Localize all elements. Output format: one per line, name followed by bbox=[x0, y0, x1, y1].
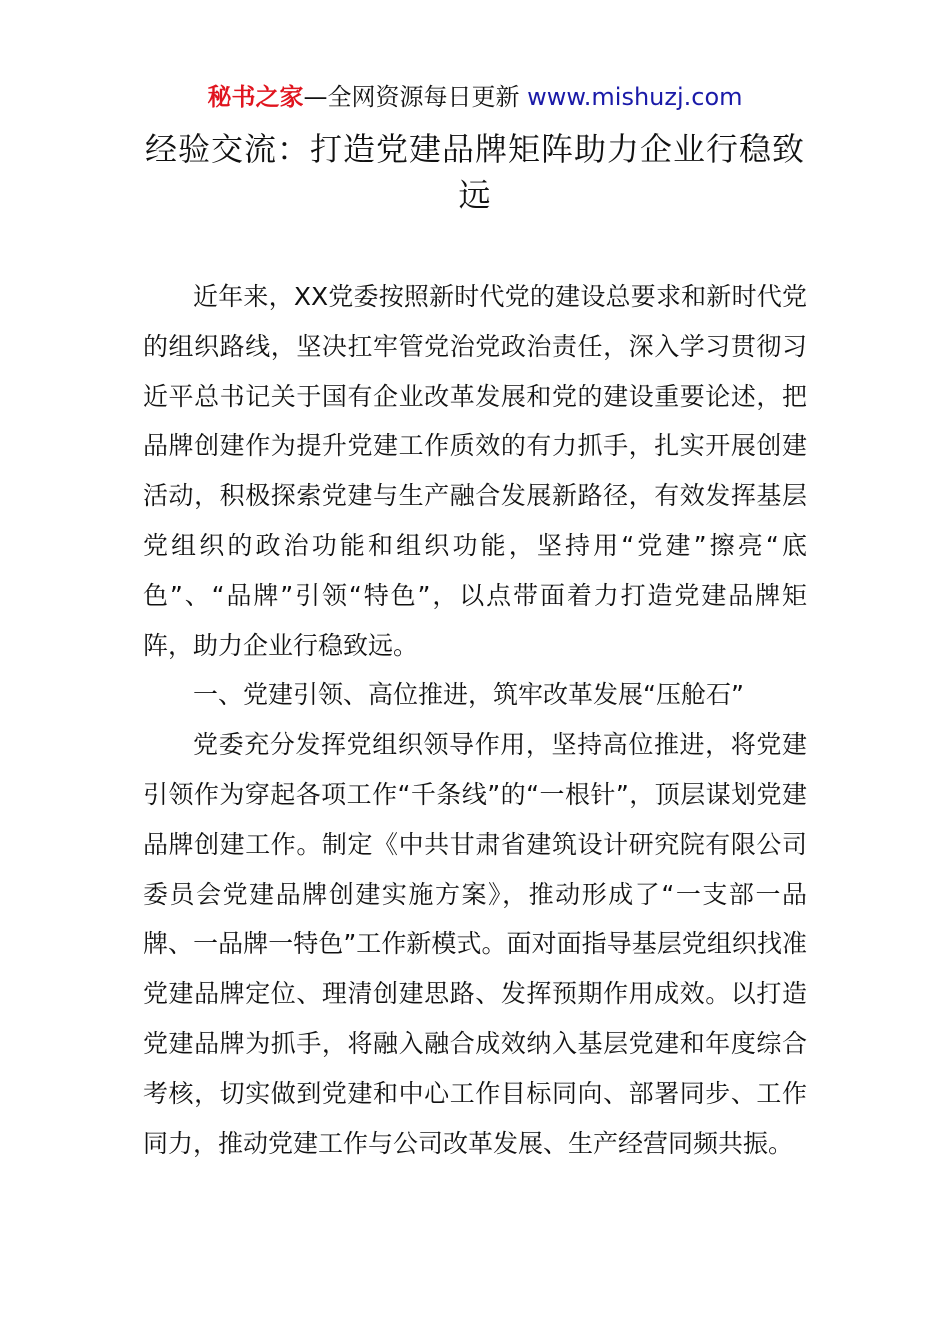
body-paragraph-intro: 近年来，XX党委按照新时代党的建设总要求和新时代党的组织路线，坚决扛牢管党治党政治责任，深入学习贯彻习近平总书记关于国有企业改革发展和党的建设重要论述，把品牌创建作为提升党建工作质效的有力抓手，扎实开展创建活动，积极探索党建与生产融合发展新路径，有效发挥基层党组织的政治功能和组织功能，坚持用“党建”擦亮“底色”、“品牌”引领“特色”，以点带面着力打造党建品牌矩阵，助力企业行稳致远。 bbox=[143, 282, 807, 660]
site-url-link[interactable]: www.mishuzj.com bbox=[527, 83, 743, 111]
site-brand: 秘书之家 bbox=[207, 83, 304, 111]
document-body bbox=[143, 272, 807, 1168]
site-tagline: —全网资源每日更新 bbox=[303, 83, 520, 111]
body-paragraph-section-one: 党委充分发挥党组织领导作用，坚持高位推进，将党建引领作为穿起各项工作“千条线”的“一根针”，顶层谋划党建品牌创建工作。制定《中共甘肃省建筑设计研究院有限公司委员会党建品牌创建实施方案》，推动形成了“一支部一品牌、一品牌一特色”工作新模式。面对面指导基层党组织找准党建品牌定位、理清创建思路、发挥预期作用成效。以打造党建品牌为抓手，将融入融合成效纳入基层党建和年度综合考核，切实做到党建和中心工作目标同向、部署同步、工作同力，推动党建工作与公司改革发展、生产经营同频共振。 bbox=[143, 730, 807, 1158]
site-header bbox=[0, 80, 950, 114]
section-heading: 一、党建引领、高位推进，筑牢改革发展“压舱石” bbox=[193, 680, 744, 710]
document-title: 经验交流：打造党建品牌矩阵助力企业行稳致远 bbox=[144, 130, 805, 214]
